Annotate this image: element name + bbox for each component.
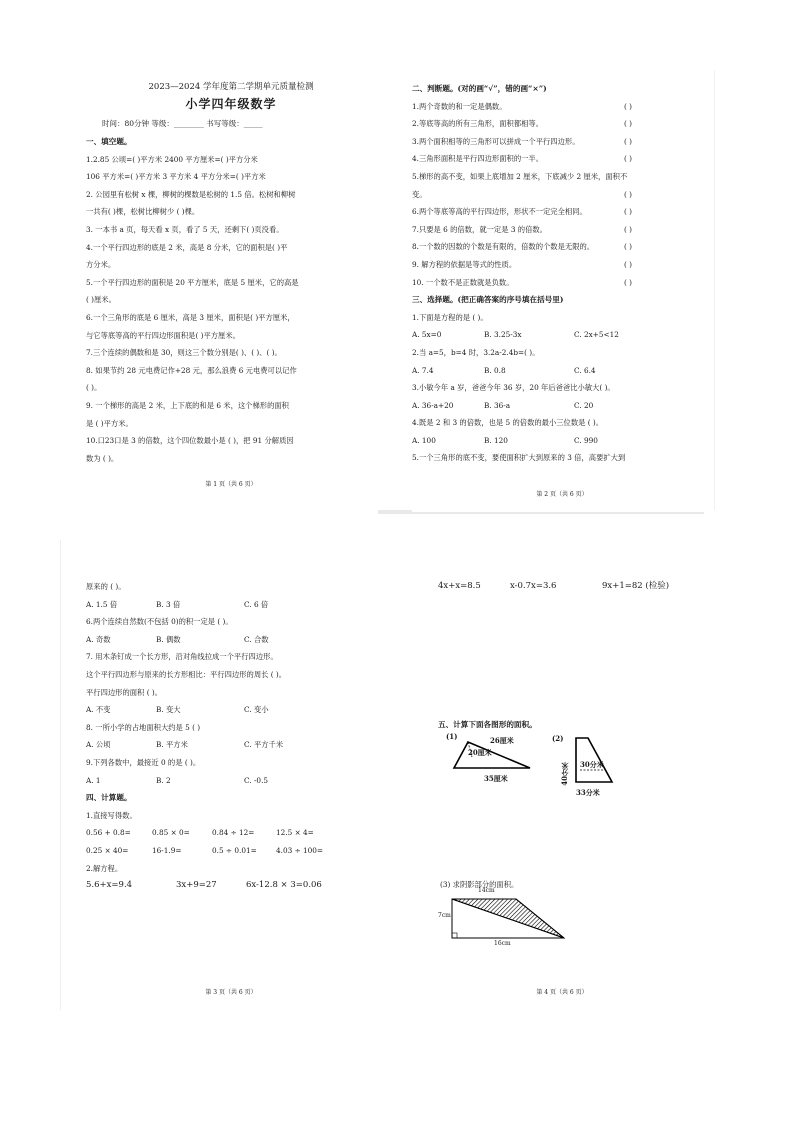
option[interactable]: A. 不变 [86,705,111,715]
choice-options [86,631,376,649]
choice-question: 8. 一所小学的占地面积大约是 5 ( ) [86,722,201,732]
calc-row [86,842,376,860]
judge-item [412,98,712,116]
option[interactable]: B. 36-a [484,400,511,410]
option[interactable]: A. 7.4 [412,365,434,375]
judge-item [412,274,712,292]
option[interactable]: C. 合数 [244,634,269,644]
judge-item [412,203,712,221]
section-heading: 五、计算下面各图形的面积。 [438,720,537,729]
option[interactable]: C. 平方千米 [244,740,284,750]
answer-blank[interactable]: ( ) [624,154,633,164]
judge-text: 1.两个奇数的和一定是偶数。 [412,101,507,111]
answer-blank[interactable]: ( ) [624,224,633,234]
page-footer: 第 2 页（共 6 页） [536,491,588,498]
choice-options [412,397,712,415]
judge-item [412,133,712,151]
question-line: 与它等底等高的平行四边形面积是( )平方厘米。 [86,330,240,340]
equation: 3x+9=27 [176,880,217,891]
question-line: 5.一个平行四边形的面积是 20 平方厘米，底是 5 厘米，它的高是 [86,277,299,287]
choice-question: 这个平行四边形与原来的长方形相比：平行四边形的周长 ( )。 [86,669,287,679]
page-edge [60,540,61,1010]
question-line: 1.2.85 公顷=( )平方米 2400 平方厘米=( )平方分米 [86,154,258,164]
equation: 5.6+x=9.4 [86,880,133,891]
choice-question: 7. 用木条钉成一个长方形，沿对角线拉成一个平行四边形。 [86,652,278,662]
option[interactable]: C. 变小 [244,705,269,715]
calc-item: 12.5 × 4= [276,828,314,838]
question-line: 4.一个平行四边形的底是 2 米，高是 8 分米，它的面积是( )平 [86,242,288,252]
question-line: 9. 一个梯形的高是 2 米，上下底的和是 6 米，这个梯形的面积 [86,400,289,410]
page-1 [86,72,376,502]
choice-question: 原来的 ( )。 [86,582,126,591]
page-footer: 第 3 页（共 6 页） [205,989,257,996]
question-line: 10.口23口是 3 的倍数，这个四位数最小是 ( )，把 91 分解质因 [86,436,294,446]
option[interactable]: C. 6 倍 [244,599,269,609]
calc-item: 16-1.9= [152,845,182,855]
answer-blank[interactable]: ( ) [624,277,633,287]
option[interactable]: A. 36-a+20 [412,400,454,410]
calc-item: 0.56 + 0.8= [86,828,131,838]
choice-question: 4.既是 2 和 3 的倍数，也是 5 的倍数的最小三位数是 ( )。 [412,418,604,428]
judge-text: 9. 解方程的依据是等式的性质。 [412,259,517,269]
equation-row [86,877,376,895]
judge-text: 10. 一个数不是正数就是负数。 [412,277,514,287]
choice-options [412,432,712,450]
dimension-label: 30分米 [580,760,604,769]
dimension-label: 26厘米 [490,736,514,745]
judge-text: 4.三角形面积是平行四边形面积的一半。 [412,154,544,164]
judge-item [412,186,712,204]
question-line: ( )。 [86,383,102,393]
dimension-label: 40分米 [560,762,569,786]
judge-item [412,168,712,186]
figure-triangle [448,734,538,794]
question-line: ( )厘米。 [86,295,116,305]
option[interactable]: C. 2x+5<12 [574,330,619,340]
equation: 9x+1=82 (检验) [602,581,670,591]
section-heading: 一、填空题。 [86,137,132,146]
sub-heading: 1.直接写得数。 [86,810,137,820]
page-footer: 第 4 页（共 6 页） [536,989,588,996]
choice-options [86,736,376,754]
calc-item: 0.84 ÷ 12= [212,828,255,838]
choice-options [412,326,712,344]
option[interactable]: B. 120 [484,435,508,445]
judge-list [412,98,712,292]
question-line: 7.三个连续的偶数和是 30，则这三个数分别是( )、( )、( )。 [86,348,282,358]
figure-number: (2) [552,734,564,743]
judge-text: 5.梯形的高不变，如果上底增加 2 厘米，下底减少 2 厘米，面积不 [412,171,628,181]
question-line: 3. 一本书 a 页，每天看 x 页，看了 5 天，还剩下( )页没看。 [86,224,284,234]
dimension-label: 20厘米 [468,748,492,757]
question-line: 2. 公园里有松树 x 棵，柳树的棵数是松树的 1.5 倍。松树和柳树 [86,189,296,199]
equation: x-0.7x=3.6 [510,581,557,591]
equation: 6x-12.8 × 3=0.06 [246,880,322,891]
judge-text: 变。 [412,189,427,199]
figure-title: (3) 求阴影部分的面积。 [440,880,519,889]
choice-options [412,362,712,380]
dimension-label: 35厘米 [484,774,508,783]
choice-options [86,596,376,614]
choice-options [86,772,376,790]
dimension-label: 7cm [438,912,451,919]
option[interactable]: B. 0.8 [484,365,506,375]
judge-item [412,221,712,239]
option[interactable]: C. -0.5 [244,775,269,785]
page-3 [86,570,376,1010]
option[interactable]: B. 3.25-3x [484,330,522,340]
option[interactable]: C. 6.4 [574,365,596,375]
judge-text: 3.两个面积相等的三角形可以拼成一个平行四边形。 [412,136,580,146]
option[interactable]: B. 变大 [156,705,181,715]
dimension-label: 16cm [494,940,511,947]
answer-blank[interactable]: ( ) [624,119,633,129]
calc-row [86,824,376,842]
choice-options [86,701,376,719]
question-line: 一共有( )棵，松树比柳树少 ( )棵。 [86,207,200,217]
section-heading: 二、判断题。(对的画“√”，错的画“×”) [412,84,547,93]
choice-question: 6.两个连续自然数(不包括 0)的积一定是 ( )。 [86,617,233,627]
dimension-label: 33分米 [576,788,600,797]
option[interactable]: A. 1.5 倍 [86,599,118,609]
option[interactable]: B. 平方米 [156,740,188,750]
judge-text: 8.一个数的因数的个数是有限的，倍数的个数是无限的。 [412,242,595,252]
question-line: 8. 如果节约 28 元电费记作+28 元，那么浪费 6 元电费可以记作 [86,365,297,375]
question-line: 6.一个三角形的底是 6 厘米，高是 3 厘米，面积是( )平方厘米， [86,312,295,322]
equation: 4x+x=8.5 [438,581,481,591]
option[interactable]: A. 奇数 [86,634,111,644]
dimension-label: 14cm [478,887,495,894]
calc-item: 0.85 × 0= [152,828,190,838]
judge-item [412,238,712,256]
page-2 [412,72,712,512]
exam-title: 2023—2024 学年度第二学期单元质量检测 [148,82,314,92]
calc-item: 4.03 ÷ 100= [276,845,324,855]
answer-blank[interactable]: ( ) [624,242,633,252]
answer-blank[interactable]: ( ) [624,136,633,146]
option[interactable]: A. 5x=0 [412,330,442,340]
option[interactable]: A. 公顷 [86,740,111,750]
option[interactable]: A. 1 [86,775,101,785]
question-line: 方分米。 [86,260,116,270]
choice-question: 1.下面是方程的是 ( )。 [412,312,488,322]
figure-number: (1) [446,732,458,741]
exam-meta: 时间：80分钟 等级：________ 书写等级：_____ [102,119,263,128]
sub-heading: 2.解方程。 [86,863,123,873]
option[interactable]: B. 3 倍 [156,599,181,609]
choice-question: 平行四边形的面积 ( )。 [86,687,163,697]
answer-blank[interactable]: ( ) [624,101,633,111]
equation-row [412,578,712,596]
exam-subtitle: 小学四年级数学 [185,97,277,111]
answer-blank[interactable]: ( ) [624,207,633,217]
question-line: 数为 ( )。 [86,453,119,463]
choice-question: 5.一个三角形的底不变，要使面积扩大到原来的 3 倍，高要扩大到 [412,453,626,463]
section-heading: 三、选择题。(把正确答案的序号填在括号里) [412,295,564,305]
choice-list [412,309,712,467]
option[interactable]: A. 100 [412,435,436,445]
judge-item [412,256,712,274]
judge-text: 6.两个等底等高的平行四边形，形状不一定完全相同。 [412,207,587,217]
page-footer: 第 1 页（共 6 页） [205,481,257,488]
question-line: 106 平方米=( )平方米 3 平方米 4 平方分米=( )平方米 [86,172,266,182]
choice-question: 3.小敏今年 a 岁，爸爸今年 36 岁，20 年后爸爸比小敏大( )。 [412,383,615,393]
choice-question: 9.下列各数中，最接近 0 的是 ( )。 [86,757,201,767]
option[interactable]: B. 2 [156,775,171,785]
page-edge [714,70,715,510]
judge-item [412,115,712,133]
judge-text: 2.等底等高的所有三角形，面积都相等。 [412,119,544,129]
section-heading: 四、计算题。 [86,793,132,803]
calc-item: 0.25 × 40= [86,845,129,855]
fill-blank-list [86,151,376,468]
option[interactable]: C. 990 [574,435,598,445]
choice-question: 2.当 a=5，b=4 时，3.2a-2.4b=( )。 [412,347,540,357]
figure-trapezoid [552,734,622,804]
calc-item: 0.5 ÷ 0.01= [212,845,257,855]
question-line: 是 ( )平方米。 [86,418,133,428]
answer-blank[interactable]: ( ) [624,259,633,269]
judge-item [412,150,712,168]
answer-blank[interactable]: ( ) [624,189,633,199]
judge-text: 7.只要是 6 的倍数，就一定是 3 的倍数。 [412,224,547,234]
option[interactable]: C. 20 [574,400,594,410]
option[interactable]: B. 偶数 [156,634,181,644]
figure-shaded [438,887,568,952]
page-4 [412,570,712,1010]
